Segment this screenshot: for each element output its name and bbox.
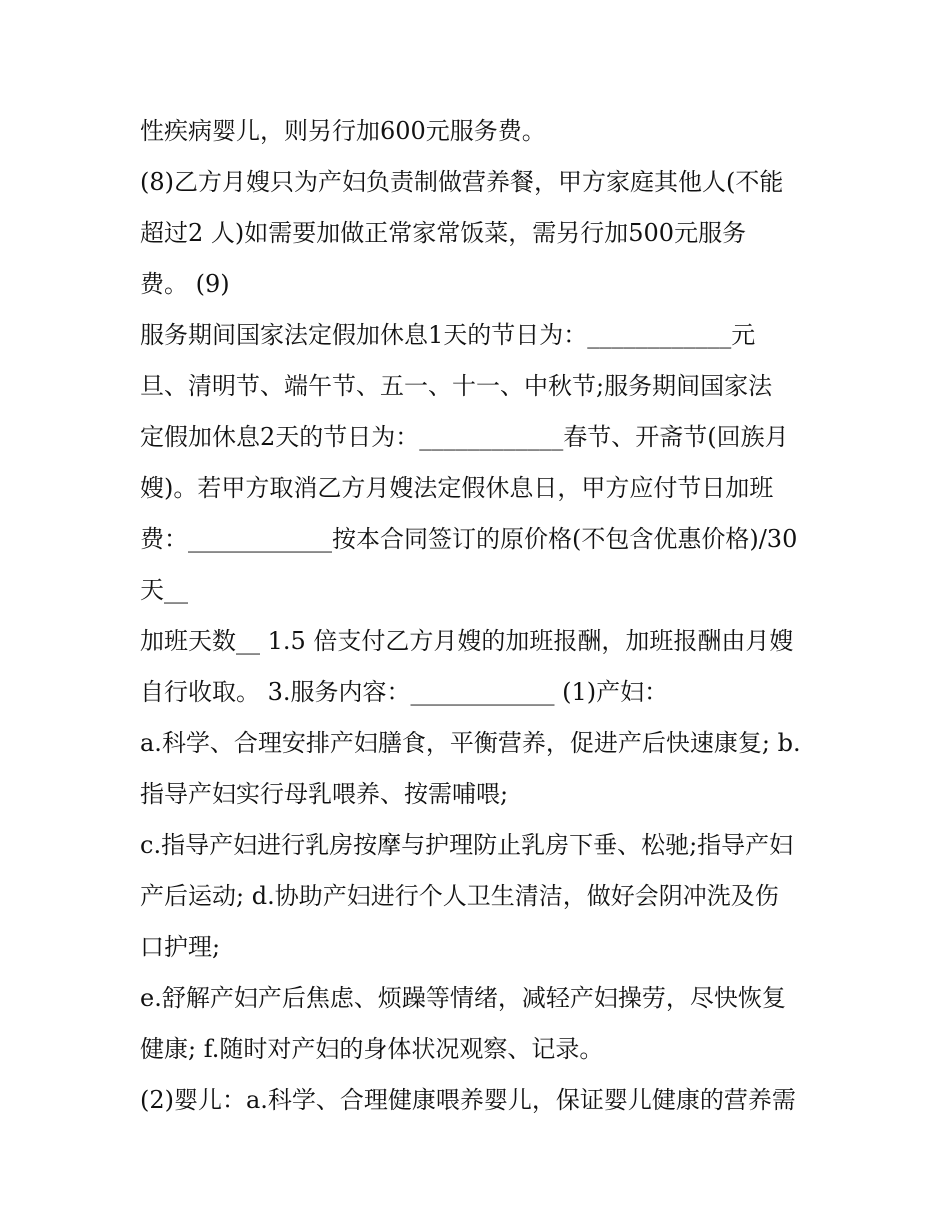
text-line-10: 天__ bbox=[140, 576, 188, 604]
text-line-8: 嫂)。若甲方取消乙方月嫂法定假休息日，甲方应付节日加班 bbox=[140, 474, 774, 502]
text-line-11: 加班天数__ 1.5 倍支付乙方月嫂的加班报酬，加班报酬由月嫂 bbox=[140, 627, 794, 655]
text-line-9: 费：____________按本合同签订的原价格(不包含优惠价格)/30 bbox=[140, 525, 798, 553]
text-line-6: 旦、清明节、端午节、五一、十一、中秋节;服务期间国家法 bbox=[140, 372, 773, 400]
text-line-7: 定假加休息2天的节日为：____________春节、开斋节(回族月 bbox=[140, 423, 789, 451]
text-line-20: (2)婴儿：a.科学、合理健康喂养婴儿，保证婴儿健康的营养需 bbox=[140, 1086, 796, 1114]
text-line-14: 指导产妇实行母乳喂养、按需哺喂; bbox=[140, 780, 509, 808]
text-line-2: (8)乙方月嫂只为产妇负责制做营养餐，甲方家庭其他人(不能 bbox=[140, 168, 784, 196]
text-line-15: c.指导产妇进行乳房按摩与护理防止乳房下垂、松驰;指导产妇 bbox=[140, 831, 794, 859]
text-line-5: 服务期间国家法定假加休息1天的节日为：____________元 bbox=[140, 321, 756, 349]
text-line-16: 产后运动; d.协助产妇进行个人卫生清洁，做好会阴冲洗及伤 bbox=[140, 882, 779, 910]
text-line-17: 口护理; bbox=[140, 933, 221, 961]
text-line-12: 自行收取。 3.服务内容：____________ (1)产妇： bbox=[140, 678, 669, 706]
text-line-4: 费。 (9) bbox=[140, 270, 230, 298]
text-line-3: 超过2 人)如需要加做正常家常饭菜，需另行加500元服务 bbox=[140, 219, 747, 247]
text-line-13: a.科学、合理安排产妇膳食，平衡营养，促进产后快速康复; b. bbox=[140, 729, 801, 757]
contract-text-block bbox=[140, 106, 820, 1126]
text-line-18: e.舒解产妇产后焦虑、烦躁等情绪，减轻产妇操劳，尽快恢复 bbox=[140, 984, 786, 1012]
text-line-1: 性疾病婴儿，则另行加600元服务费。 bbox=[140, 117, 546, 145]
text-line-19: 健康; f.随时对产妇的身体状况观察、记录。 bbox=[140, 1035, 604, 1063]
